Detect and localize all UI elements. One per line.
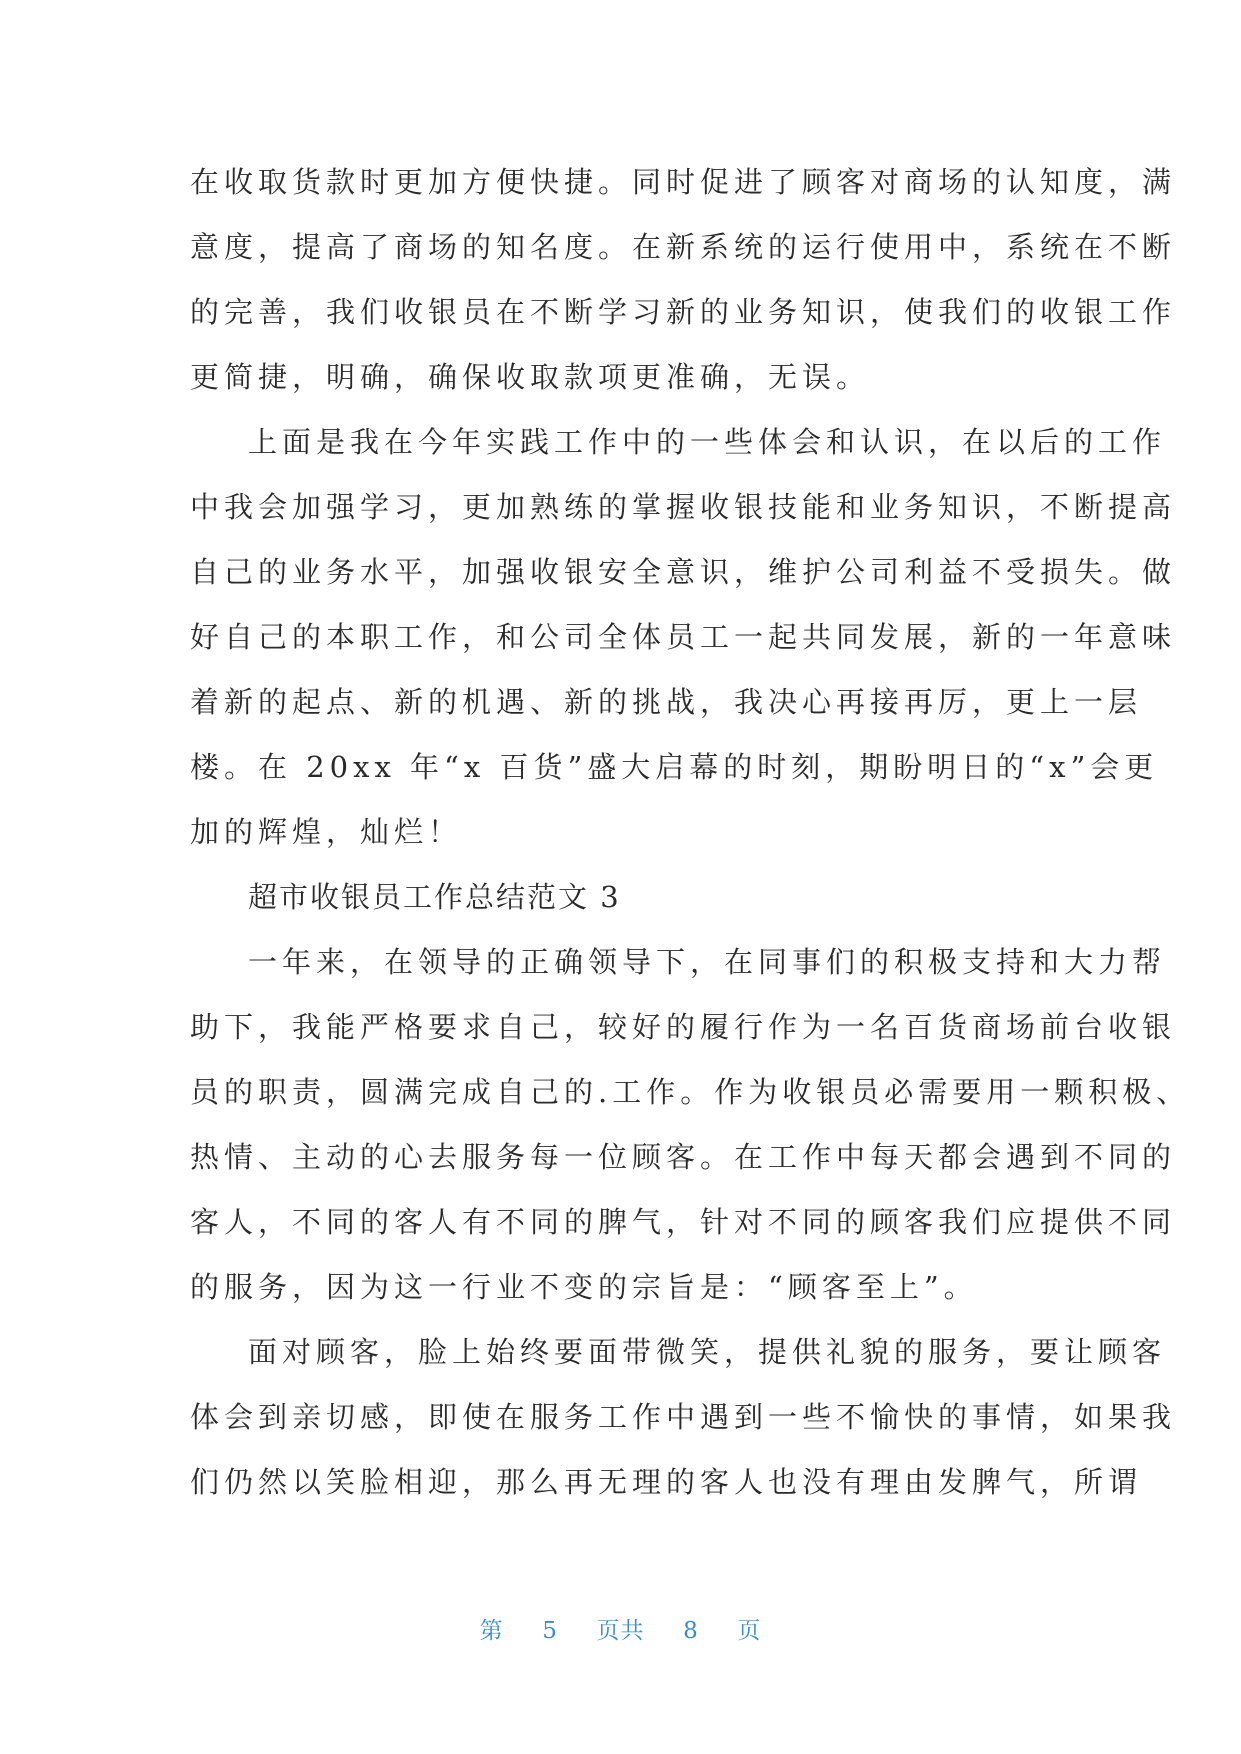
document-body: [190, 150, 1191, 1515]
text-line: 自己的业务水平，加强收银安全意识，维护公司利益不受损失。做: [190, 555, 1177, 589]
text-line: 在收取货款时更加方便快捷。同时促进了顾客对商场的认知度，满: [190, 165, 1177, 199]
footer-suffix: 页: [737, 1618, 762, 1644]
text-line: 加的辉煌，灿烂！: [190, 815, 463, 849]
text-line: 好自己的本职工作，和公司全体员工一起共同发展，新的一年意味: [190, 620, 1177, 654]
text-line: 中我会加强学习，更加熟练的掌握收银技能和业务知识，不断提高: [190, 490, 1177, 524]
section-heading: 超市收银员工作总结范文 3: [248, 880, 621, 914]
paragraph-first-line: 一年来，在领导的正确领导下，在同事们的积极支持和大力帮: [248, 945, 1167, 979]
text-line: 客人，不同的客人有不同的脾气，针对不同的顾客我们应提供不同: [190, 1205, 1177, 1239]
text-line: 楼。在 20xx 年“x 百货”盛大启幕的时刻，期盼明日的“x”会更: [190, 750, 1159, 784]
total-pages-number: 8: [683, 1618, 699, 1644]
text-line: 意度，提高了商场的知名度。在新系统的运行使用中，系统在不断: [190, 230, 1177, 264]
footer-middle: 页共: [596, 1618, 645, 1644]
text-line: 助下，我能严格要求自己，较好的履行作为一名百货商场前台收银: [190, 1010, 1177, 1044]
text-line: 们仍然以笑脸相迎，那么再无理的客人也没有理由发脾气，所谓: [190, 1465, 1143, 1499]
text-line: 热情、主动的心去服务每一位顾客。在工作中每天都会遇到不同的: [190, 1140, 1177, 1174]
text-line: 的完善，我们收银员在不断学习新的业务知识，使我们的收银工作: [190, 295, 1177, 329]
current-page-number: 5: [542, 1618, 558, 1644]
paragraph-first-line: 上面是我在今年实践工作中的一些体会和认识，在以后的工作: [248, 425, 1167, 459]
footer-prefix: 第: [479, 1618, 504, 1644]
text-line: 着新的起点、新的机遇、新的挑战，我决心再接再厉，更上一层: [190, 685, 1143, 719]
text-line: 员的职责，圆满完成自己的.工作。作为收银员必需要用一颗积极、: [190, 1075, 1191, 1109]
page-footer: [0, 1612, 1241, 1645]
text-line: 的服务，因为这一行业不变的宗旨是：“顾客至上”。: [190, 1270, 978, 1304]
text-line: 更简捷，明确，确保收取款项更准确，无误。: [190, 360, 871, 394]
paragraph-first-line: 面对顾客，脸上始终要面带微笑，提供礼貌的服务，要让顾客: [248, 1335, 1167, 1369]
text-line: 体会到亲切感，即使在服务工作中遇到一些不愉快的事情，如果我: [190, 1400, 1177, 1434]
